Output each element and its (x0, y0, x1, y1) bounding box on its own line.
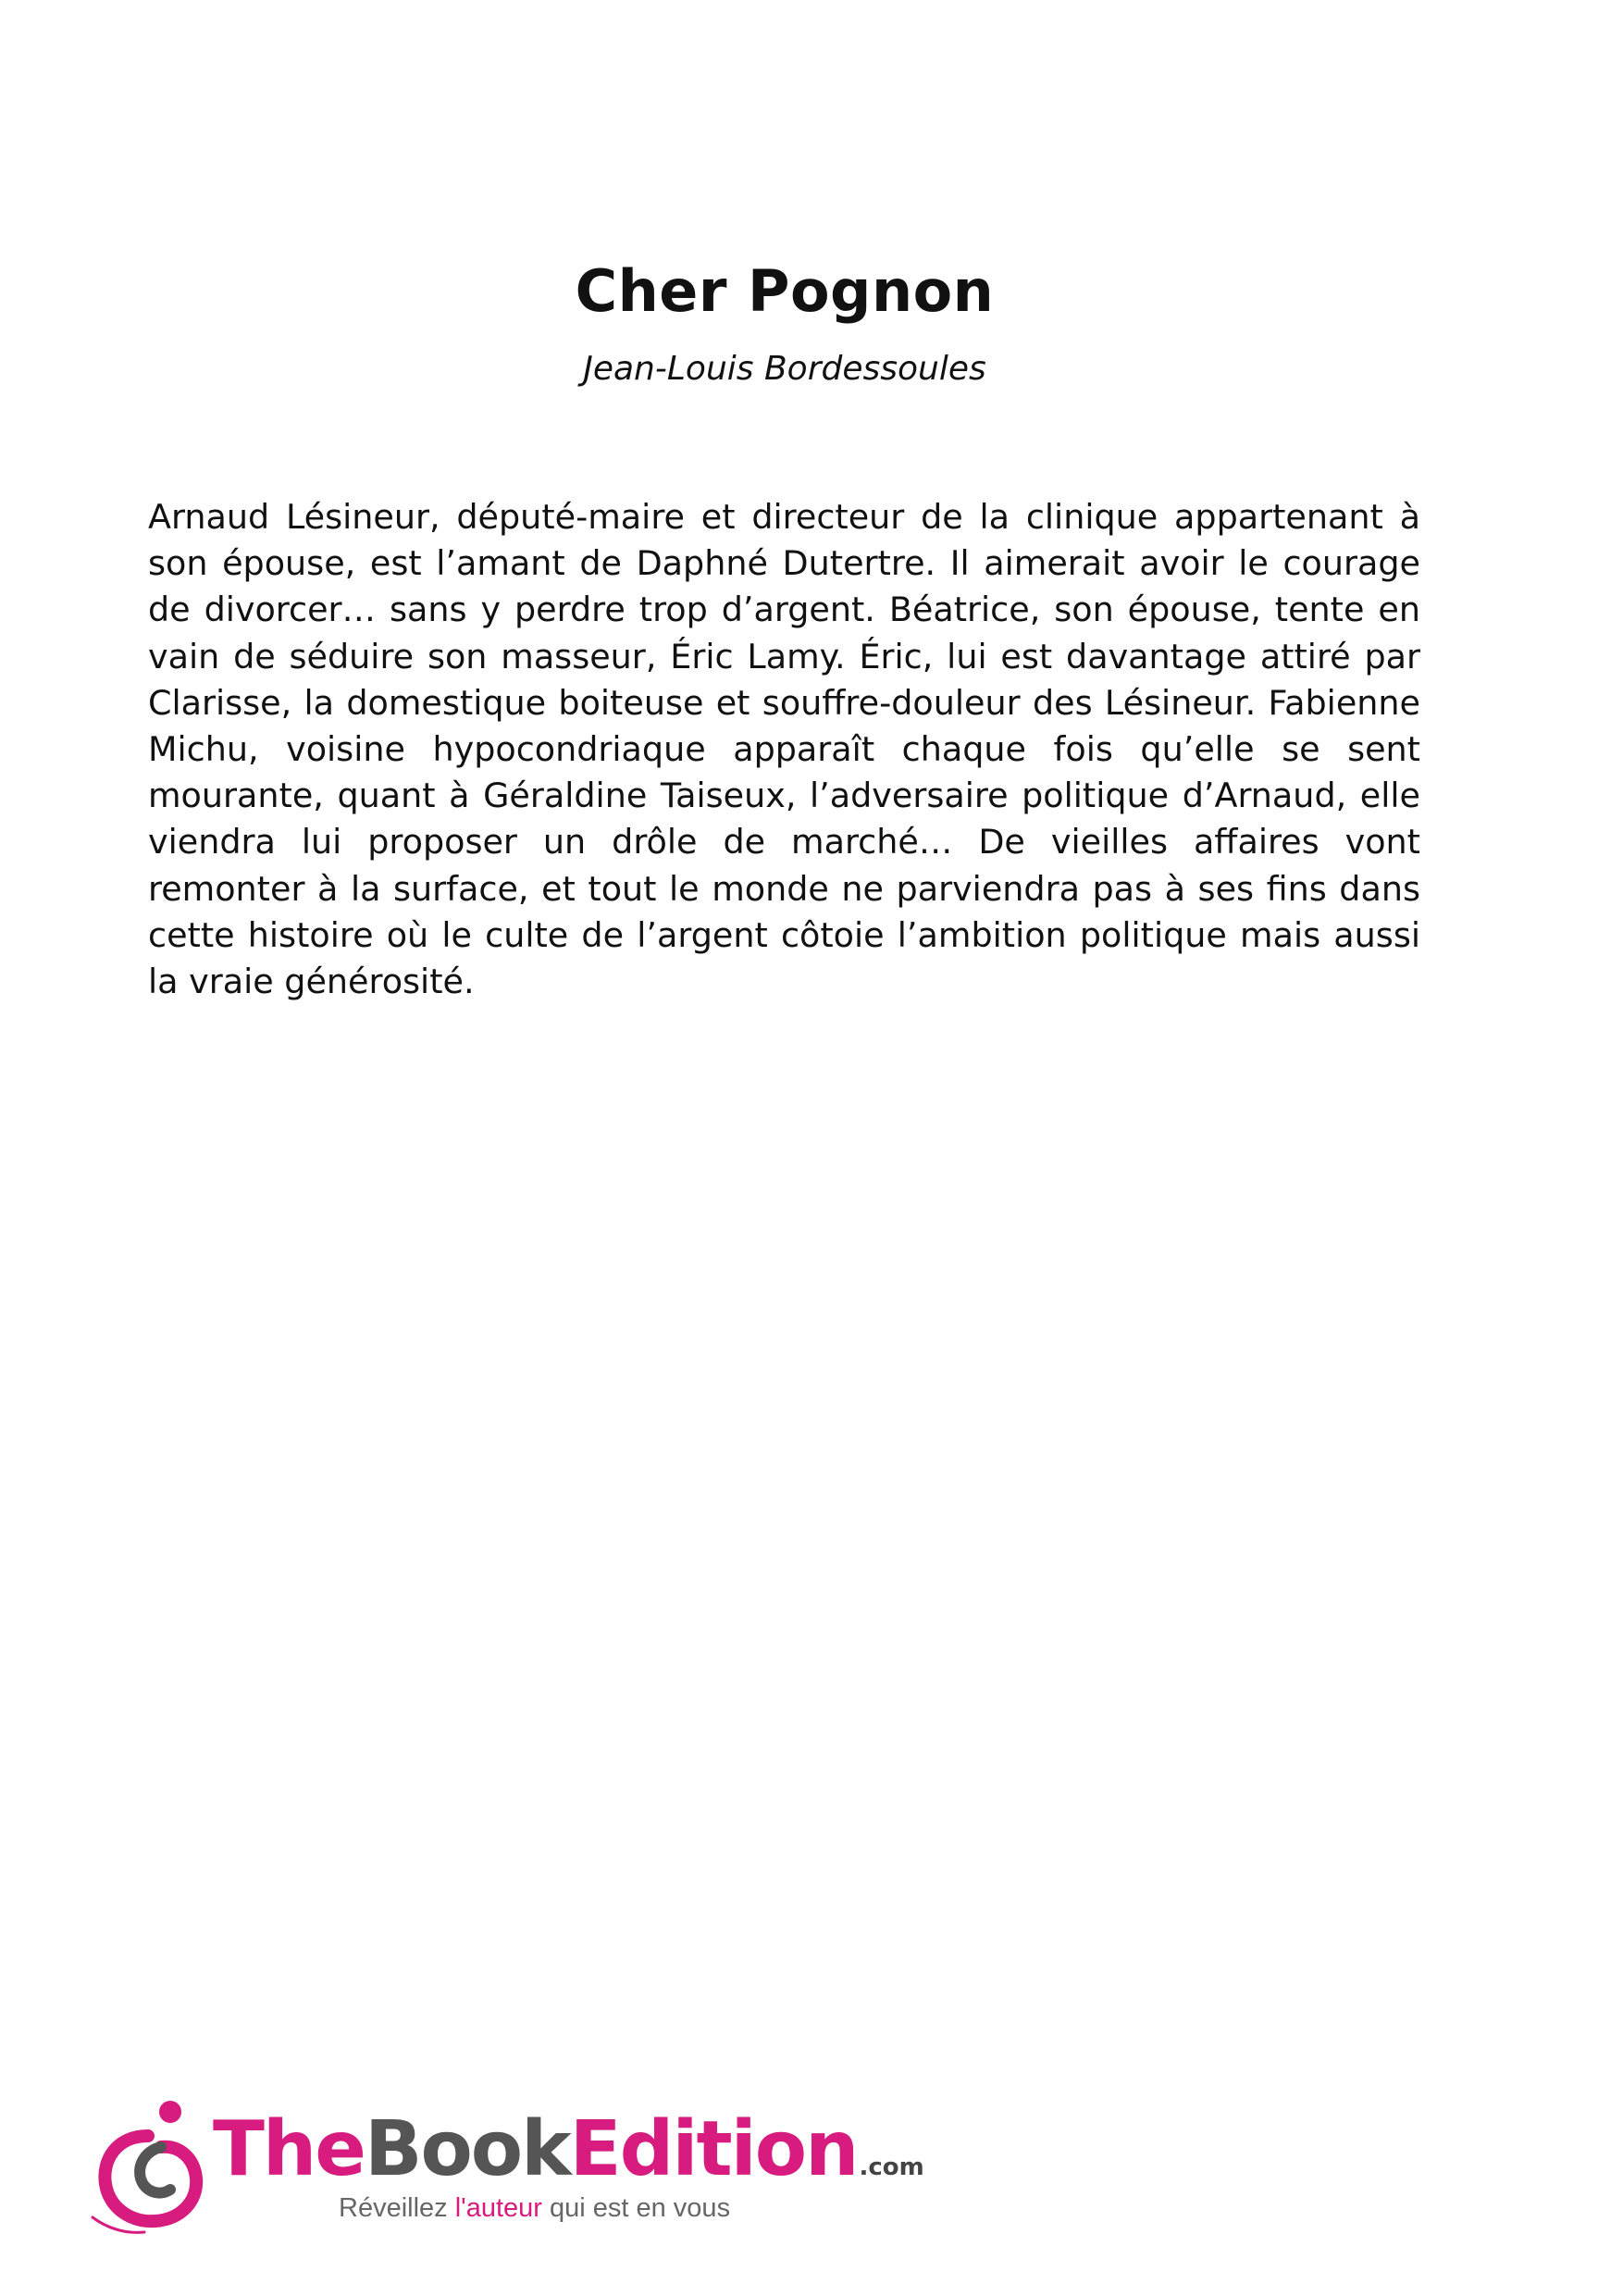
tagline-part-1: Réveillez (339, 2193, 455, 2223)
logo-name-edition: Edition (569, 2105, 858, 2193)
book-author: Jean-Louis Bordessoules (583, 350, 986, 388)
logo-name-the: The (213, 2105, 365, 2193)
logo-domain-suffix: .com (859, 2153, 924, 2181)
tagline-part-2: l'auteur (454, 2193, 542, 2223)
book-summary: Arnaud Lésineur, député-maire et directeur de la clinique appartenant à son épouse, est l’amant de Daphné Dutertre. Il aimerait avoir le courage de divorcer… sans y perdre trop d’argent. Béatrice, son épouse, tente en vain de séduire son masseur, Éric Lamy. Éric, lui est davantage attiré par Clarisse, la domestique boiteuse et souffre-douleur des Lésineur. Fabienne Michu, voisine hypocondriaque apparaît chaque fois qu’elle se sent mourante, quant à Géraldine Taiseux, l’adversaire politique d’Arnaud, elle viendra lui proposer un drôle de marché… De vieilles affaires vont remonter à la surface, et tout le monde ne parviendra pas à ses fins dans cette histoire où le culte de l’argent côtoie l’ambition politique mais aussi la vraie générosité. (148, 497, 1420, 1002)
publisher-logo-name (213, 2105, 924, 2193)
person-swirl-logo-icon (89, 2099, 209, 2238)
tagline-part-3: qui est en vous (541, 2193, 731, 2223)
publisher-logo (89, 2099, 924, 2238)
publisher-tagline (339, 2193, 730, 2224)
book-title: Cher Pognon (575, 257, 995, 325)
logo-name-book: Book (364, 2105, 570, 2193)
